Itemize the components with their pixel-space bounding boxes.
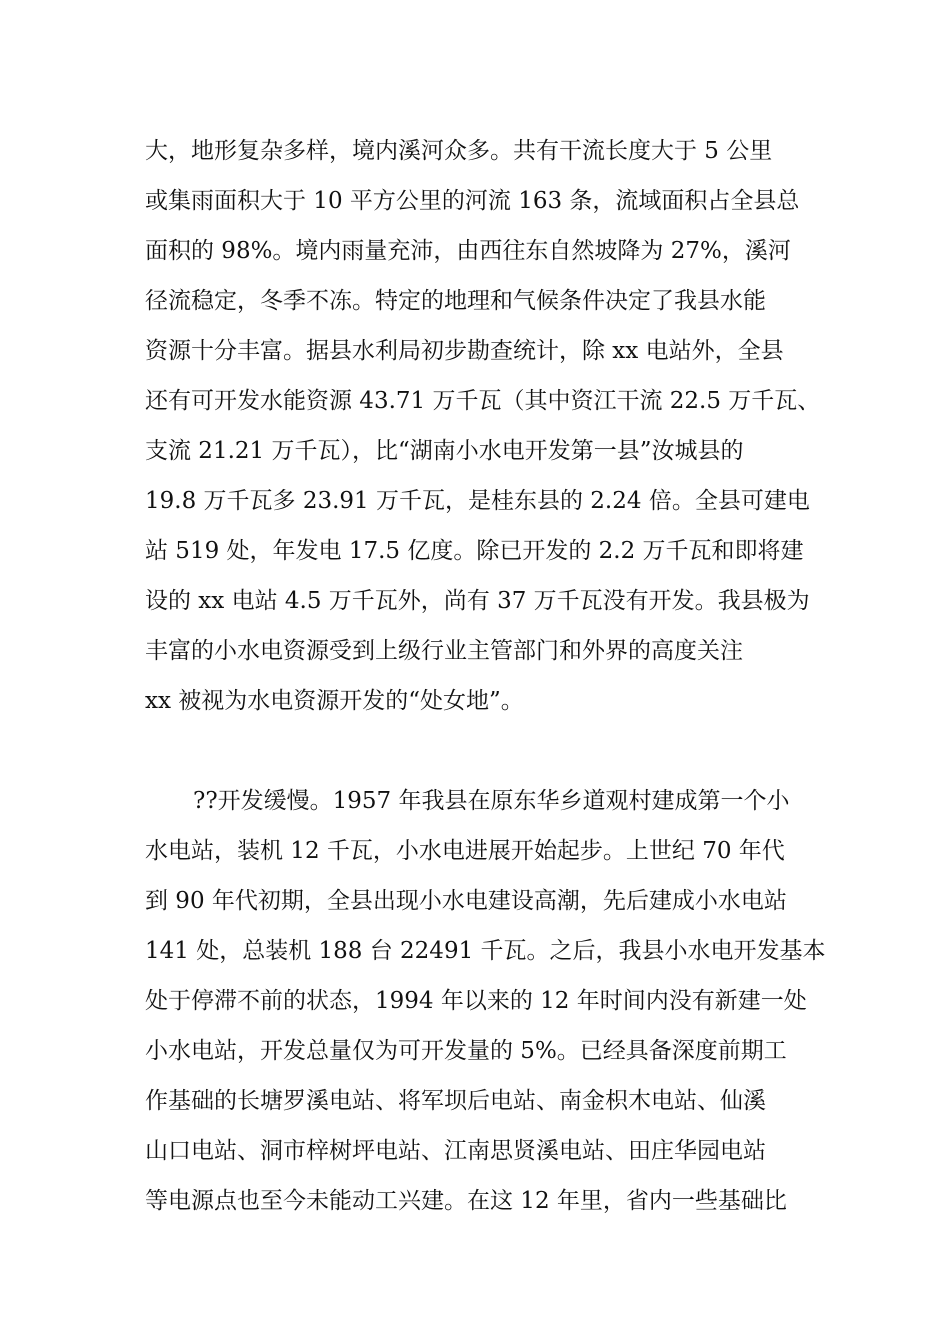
text-line: 面积的 98%。境内雨量充沛，由西往东自然坡降为 27%，溪河: [145, 238, 791, 264]
text-line: 站 519 处，年发电 17.5 亿度。除已开发的 2.2 万千瓦和即将建: [145, 538, 804, 564]
text-line: ??开发缓慢。1957 年我县在原东华乡道观村建成第一个小: [193, 788, 790, 814]
text-line: 丰富的小水电资源受到上级行业主管部门和外界的高度关注: [145, 638, 743, 664]
text-line: 设的 xx 电站 4.5 万千瓦外，尚有 37 万千瓦没有开发。我县极为: [145, 588, 810, 614]
text-line: 水电站，装机 12 千瓦，小水电进展开始起步。上世纪 70 年代: [145, 838, 785, 864]
text-line: 大，地形复杂多样，境内溪河众多。共有干流长度大于 5 公里: [145, 138, 773, 164]
text-line: 还有可开发水能资源 43.71 万千瓦（其中资江干流 22.5 万千瓦、: [145, 388, 821, 414]
text-line: 等电源点也至今未能动工兴建。在这 12 年里，省内一些基础比: [145, 1188, 787, 1214]
text-line: 小水电站，开发总量仅为可开发量的 5%。已经具备深度前期工: [145, 1038, 787, 1064]
text-line: 作基础的长塘罗溪电站、将军坝后电站、南金枳木电站、仙溪: [145, 1088, 766, 1114]
text-line: 支流 21.21 万千瓦），比“湖南小水电开发第一县”汝城县的: [145, 438, 744, 464]
text-line: 山口电站、洞市梓树坪电站、江南思贤溪电站、田庄华园电站: [145, 1138, 766, 1164]
text-line: xx 被视为水电资源开发的“处女地”。: [145, 688, 524, 714]
text-line: 或集雨面积大于 10 平方公里的河流 163 条，流域面积占全县总: [145, 188, 800, 214]
text-line: 处于停滞不前的状态，1994 年以来的 12 年时间内没有新建一处: [145, 988, 807, 1014]
text-line: 径流稳定，冬季不冻。特定的地理和气候条件决定了我县水能: [145, 288, 766, 314]
text-line: 19.8 万千瓦多 23.91 万千瓦，是桂东县的 2.24 倍。全县可建电: [145, 488, 810, 514]
text-line: 141 处，总装机 188 台 22491 千瓦。之后，我县小水电开发基本: [145, 938, 826, 964]
text-line: 资源十分丰富。据县水利局初步勘查统计，除 xx 电站外，全县: [145, 338, 784, 364]
text-line: 到 90 年代初期，全县出现小水电建设高潮，先后建成小水电站: [145, 888, 787, 914]
